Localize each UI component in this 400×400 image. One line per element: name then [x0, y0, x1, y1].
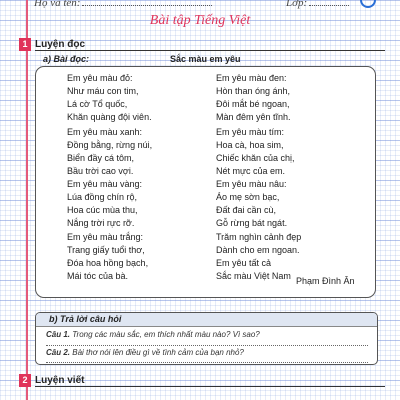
poem-line: Em yêu màu trắng: [67, 232, 144, 242]
poem-line: Em yêu màu nâu: [216, 179, 287, 189]
answer-2-line[interactable] [46, 362, 368, 363]
poem-line: Bầu trời cao vợi. [67, 166, 134, 176]
part-b-label: b) Trả lời câu hỏi [49, 314, 122, 324]
poem-line: Hòn than óng ánh, [216, 86, 291, 96]
poem-line: Lúa đồng chín rộ, [67, 192, 138, 202]
answer-1-line[interactable] [46, 345, 368, 346]
class-field [286, 0, 349, 9]
poem-line: Sắc màu Việt Nam [216, 271, 291, 281]
poem-line: Đóa hoa hồng bạch, [67, 258, 149, 268]
poem-line: Trăm nghìn cảnh đẹp [216, 232, 302, 242]
poem-line: Nắng trời rực rỡ. [67, 218, 135, 228]
stanza-2 [67, 126, 152, 178]
poem-line: Dành cho em ngoan. [216, 245, 300, 255]
poem-line: Gỗ rừng bát ngát. [216, 218, 288, 228]
pen-icon [360, 0, 376, 8]
section-2-badge: 2 [19, 374, 31, 387]
stanza-3 [67, 178, 142, 230]
poem-line: Đôi mắt bé ngoan, [216, 99, 290, 109]
class-dotted-line [309, 5, 349, 6]
part-a-label: a) Bài đọc: [43, 54, 90, 64]
question-2-text: Bài thơ nói lên điều gì về tình cảm của bạn nhỏ? [72, 348, 244, 357]
poem-line: Khăn quàng đội viên. [67, 112, 152, 122]
question-1-text: Trong các màu sắc, em thích nhất màu nào? Vì sao? [72, 330, 260, 339]
poem-author: Phạm Đình Ân [296, 276, 355, 286]
question-1-label: Câu 1. [46, 330, 71, 339]
poem-line: Em yêu màu vàng: [67, 179, 143, 189]
page-margin-line [26, 0, 28, 400]
poem-line: Nét mực của em. [216, 166, 286, 176]
stanza-4 [67, 231, 148, 283]
poem-line: Đồng bằng, rừng núi, [67, 140, 153, 150]
answer-header [36, 313, 377, 327]
poem-line: Màn đêm yên tĩnh. [216, 112, 291, 122]
worksheet-title: Bài tập Tiếng Việt [149, 13, 251, 28]
poem-line: Em yêu màu đỏ: [67, 73, 133, 83]
poem-line: Biển đầy cá tôm, [67, 153, 135, 163]
section-1-title: Luyện đọc [35, 39, 86, 50]
poem-title: Sắc màu em yêu [170, 54, 241, 64]
poem-line: Đất đai cần cù, [216, 205, 277, 215]
answer-box [35, 312, 378, 365]
poem-line: Em yêu tất cả [216, 258, 272, 268]
poem-line: Em yêu màu đen: [216, 73, 287, 83]
question-2-label: Câu 2. [46, 348, 71, 357]
name-label: Họ và tên: [34, 0, 81, 9]
poem-line: Hoa cà, hoa sim, [216, 140, 284, 150]
poem-line: Em yêu màu xanh: [67, 127, 143, 137]
section-2-rule [35, 386, 385, 387]
section-1-badge: 1 [19, 38, 31, 51]
section-2-title: Luyện viết [35, 375, 85, 386]
poem-line: Trang giấy tuổi thơ, [67, 245, 145, 255]
class-label: Lớp: [286, 0, 308, 9]
name-field [34, 0, 212, 9]
name-dotted-line [82, 5, 212, 6]
stanza-7 [216, 178, 287, 230]
question-2 [46, 348, 244, 357]
stanza-5 [216, 72, 291, 124]
stanza-6 [216, 126, 295, 178]
question-1 [46, 330, 260, 339]
stanza-1 [67, 72, 152, 124]
poem-line: Hoa cúc mùa thu, [67, 205, 138, 215]
poem-line: Lá cờ Tổ quốc, [67, 99, 128, 109]
poem-line: Mái tóc của bà. [67, 271, 129, 281]
poem-line: Như máu con tim, [67, 86, 139, 96]
poem-line: Áo mẹ sờn bạc, [216, 192, 280, 202]
stanza-8 [216, 231, 301, 283]
poem-line: Em yêu màu tím: [216, 127, 285, 137]
section-1-rule [35, 50, 385, 51]
poem-line: Chiếc khăn của chị, [216, 153, 295, 163]
